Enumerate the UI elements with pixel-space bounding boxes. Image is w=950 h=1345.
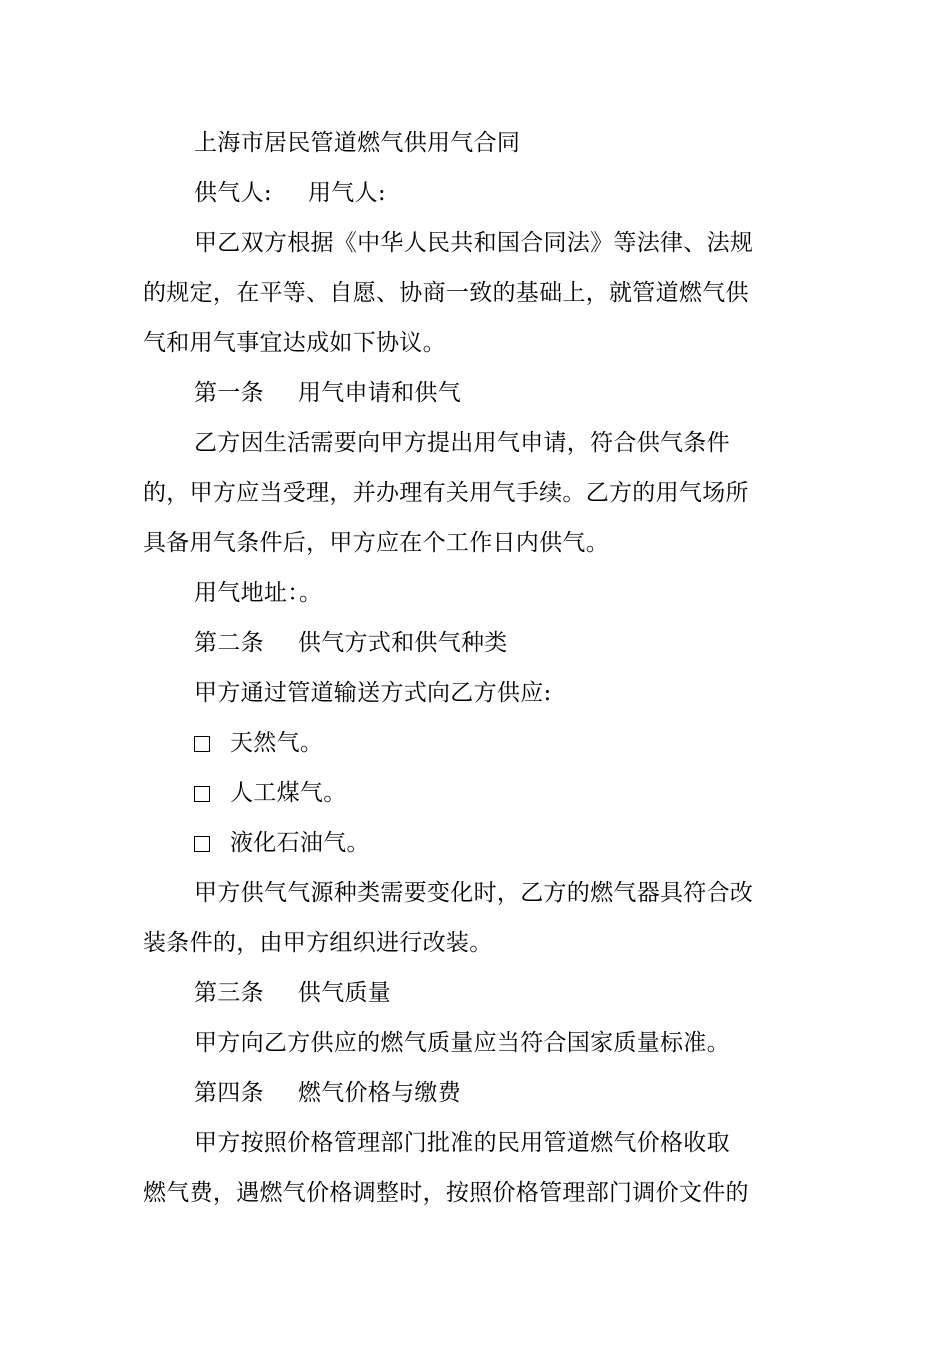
article-2-heading — [194, 628, 508, 658]
article-2-change-1: 甲方供气气源种类需要变化时，乙方的燃气器具符合改 — [194, 880, 754, 906]
intro-line-3: 气和用气事宜达成如下协议。 — [143, 330, 446, 356]
article-1-body-1: 乙方因生活需要向甲方提出用气申请，符合供气条件 — [194, 430, 730, 456]
article-4-body-2: 燃气费，遇燃气价格调整时，按照价格管理部门调价文件的 — [143, 1180, 749, 1206]
article-4-body-1: 甲方按照价格管理部门批准的民用管道燃气价格收取 — [194, 1130, 730, 1156]
article-4-heading — [194, 1078, 461, 1108]
article-number: 第四条 — [194, 1080, 264, 1106]
gas-address: 用气地址：。 — [194, 580, 323, 606]
intro-line-1: 甲乙双方根据《中华人民共和国合同法》等法律、法规 — [194, 230, 754, 256]
option-label: 天然气。 — [230, 730, 324, 756]
article-1-body-3: 具备用气条件后，甲方应在个工作日内供气。 — [143, 530, 609, 556]
article-title: 用气申请和供气 — [297, 380, 462, 406]
article-3-heading — [194, 978, 391, 1008]
article-number: 第二条 — [194, 630, 264, 656]
checkbox-icon[interactable] — [194, 836, 210, 852]
checkbox-icon[interactable] — [194, 786, 210, 802]
article-1-heading — [194, 378, 461, 408]
article-3-body: 甲方向乙方供应的燃气质量应当符合国家质量标准。 — [194, 1030, 730, 1056]
article-title: 供气质量 — [297, 980, 392, 1006]
article-2-change-2: 装条件的，由甲方组织进行改装。 — [143, 930, 493, 956]
option-label: 液化石油气。 — [230, 830, 370, 856]
article-2-body: 甲方通过管道输送方式向乙方供应: — [194, 680, 552, 706]
option-lpg[interactable] — [194, 828, 370, 858]
option-natural-gas[interactable] — [194, 728, 323, 758]
user-label: 用气人: — [307, 180, 386, 206]
article-title: 燃气价格与缴费 — [297, 1080, 462, 1106]
parties-line — [194, 178, 386, 208]
checkbox-icon[interactable] — [194, 736, 210, 752]
article-title: 供气方式和供气种类 — [297, 630, 508, 656]
article-1-body-2: 的，甲方应当受理，并办理有关用气手续。乙方的用气场所 — [143, 480, 749, 506]
article-number: 第三条 — [194, 980, 264, 1006]
article-number: 第一条 — [194, 380, 264, 406]
supplier-label: 供气人: — [194, 180, 272, 206]
option-coal-gas[interactable] — [194, 778, 347, 808]
option-label: 人工煤气。 — [230, 780, 347, 806]
document-title: 上海市居民管道燃气供用气合同 — [194, 130, 521, 156]
intro-line-2: 的规定，在平等、自愿、协商一致的基础上，就管道燃气供 — [143, 280, 749, 306]
